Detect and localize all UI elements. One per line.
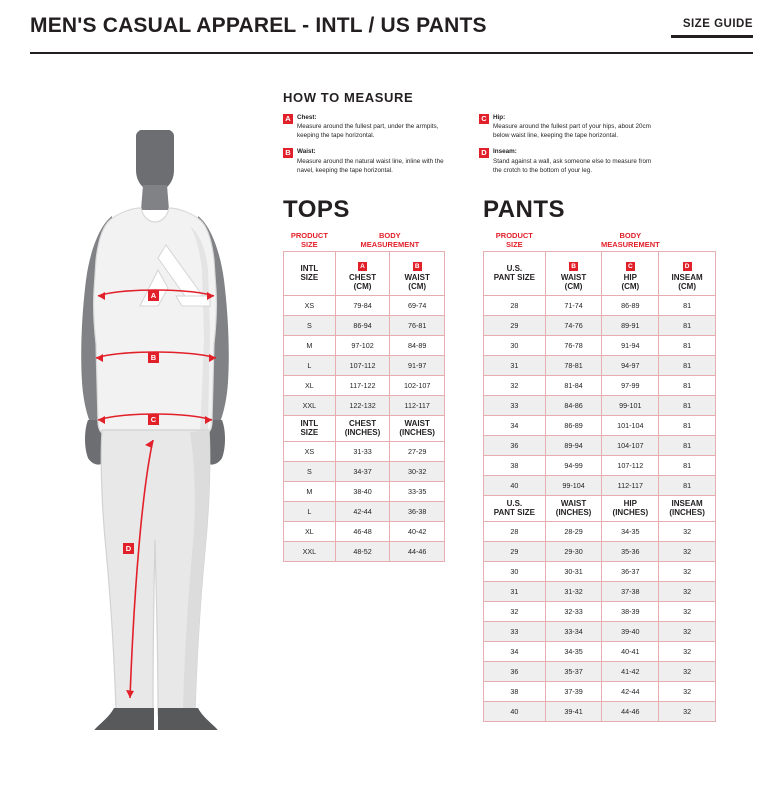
- tops-section: [283, 196, 445, 562]
- size-head-line2: PANT SIZE: [493, 508, 535, 518]
- cell-inseam: 81: [659, 455, 716, 475]
- table-row: [484, 601, 716, 621]
- product-size-line2: SIZE: [506, 239, 523, 249]
- measure-badge-a: A: [283, 114, 293, 124]
- cell-hip: 42-44: [602, 681, 659, 701]
- cell-waist: 71-74: [545, 295, 602, 315]
- column-badge-c: C: [626, 262, 635, 271]
- body-measurement-line2: MEASUREMENT: [360, 239, 420, 249]
- cell-size: S: [284, 461, 336, 481]
- table-row: [484, 315, 716, 335]
- cell-inseam: 81: [659, 395, 716, 415]
- column-unit: (CM): [621, 282, 640, 292]
- measure-term: Hip:: [493, 114, 506, 121]
- product-size-header: [484, 230, 546, 252]
- size-guide-label: SIZE GUIDE: [682, 18, 753, 30]
- column-badge-d: D: [683, 262, 692, 271]
- how-to-measure-item: [283, 147, 461, 174]
- cell-waist: 91-97: [390, 355, 445, 375]
- cell-waist: 94-99: [545, 455, 602, 475]
- figure-badge-b: B: [148, 352, 159, 363]
- table-row: [484, 701, 716, 721]
- cell-hip: 89-91: [602, 315, 659, 335]
- how-to-measure-section: [283, 90, 753, 182]
- tops-title: TOPS: [283, 196, 350, 223]
- cell-size: 32: [484, 601, 546, 621]
- column-label: HIP: [623, 499, 637, 509]
- body-measurement-header: [335, 230, 444, 252]
- table-row: [484, 435, 716, 455]
- table-row: [484, 561, 716, 581]
- cell-waist: 84-89: [390, 335, 445, 355]
- cell-size: XS: [284, 441, 336, 461]
- tops-cm-chest-head: [335, 252, 390, 295]
- cell-inseam: 81: [659, 475, 716, 495]
- cell-hip: 38-39: [602, 601, 659, 621]
- table-row: [484, 375, 716, 395]
- measure-term: Waist:: [297, 148, 316, 156]
- pants-cm-size-head: [484, 252, 546, 295]
- cell-inseam: 81: [659, 375, 716, 395]
- table-row: [284, 541, 445, 561]
- cell-chest: 79-84: [335, 295, 390, 315]
- cell-size: XL: [284, 375, 336, 395]
- column-label: WAIST: [560, 273, 587, 283]
- size-head-line2: PANT SIZE: [493, 273, 535, 283]
- cell-size: 33: [484, 621, 546, 641]
- cell-chest: 46-48: [335, 521, 390, 541]
- figure-badge-d: D: [123, 543, 134, 554]
- size-head-line2: SIZE: [300, 273, 319, 283]
- column-label: WAIST: [404, 273, 430, 283]
- body-measurement-line1: BODY: [379, 231, 401, 240]
- cell-inseam: 32: [659, 601, 716, 621]
- column-unit: (CM): [564, 282, 583, 292]
- cell-size: 30: [484, 561, 546, 581]
- cell-size: 38: [484, 455, 546, 475]
- cell-size: L: [284, 501, 336, 521]
- figure-badge-c: C: [148, 414, 159, 425]
- cell-waist: 86-89: [545, 415, 602, 435]
- measure-badge-d: D: [479, 148, 489, 158]
- column-badge-a: A: [358, 262, 367, 271]
- cell-waist: 102-107: [390, 375, 445, 395]
- figure-badge-a: A: [148, 290, 159, 301]
- pants-in-waist-head: [545, 495, 602, 521]
- table-row: [484, 661, 716, 681]
- cell-size: 31: [484, 355, 546, 375]
- column-label: WAIST: [404, 419, 430, 429]
- how-to-measure-title: HOW TO MEASURE: [283, 90, 414, 105]
- size-head-line1: INTL: [300, 418, 319, 428]
- tops-in-chest-head: [335, 415, 390, 441]
- measure-badge-c: C: [479, 114, 489, 124]
- cell-size: 34: [484, 641, 546, 661]
- cell-hip: 34-35: [602, 521, 659, 541]
- measure-desc: Measure around the fullest part of your hips, about 20cm below waist line, keeping the tape horizontal.: [493, 123, 651, 140]
- cell-hip: 41-42: [602, 661, 659, 681]
- model-figure-svg: [40, 130, 270, 730]
- table-row: [484, 641, 716, 661]
- column-label: CHEST: [348, 273, 377, 283]
- table-column-head-row: [284, 252, 445, 295]
- cell-waist: 89-94: [545, 435, 602, 455]
- column-unit: (INCHES): [399, 428, 435, 438]
- table-header-row: [284, 230, 445, 252]
- table-row: [284, 315, 445, 335]
- column-unit: (CM): [678, 282, 696, 292]
- cell-chest: 107-112: [335, 355, 390, 375]
- cell-waist: 81-84: [545, 375, 602, 395]
- table-row: [484, 475, 716, 495]
- cell-size: 29: [484, 541, 546, 561]
- cell-inseam: 32: [659, 581, 716, 601]
- cell-size: 30: [484, 335, 546, 355]
- how-to-measure-item: [479, 147, 657, 174]
- cell-chest: 86-94: [335, 315, 390, 335]
- size-head-line1: U.S.: [506, 263, 523, 273]
- measure-desc: Measure around the fullest part, under the armpits, keeping the tape horizontal.: [297, 123, 439, 140]
- cell-hip: 94-97: [602, 355, 659, 375]
- cell-size: 38: [484, 681, 546, 701]
- table-row: [484, 295, 716, 315]
- cell-waist: 39-41: [545, 701, 602, 721]
- cell-inseam: 32: [659, 561, 716, 581]
- cell-size: 36: [484, 435, 546, 455]
- measure-term: Inseam:: [493, 148, 517, 156]
- cell-size: M: [284, 481, 336, 501]
- cell-waist: 35-37: [545, 661, 602, 681]
- measure-badge-b: B: [283, 148, 293, 158]
- measure-text: [493, 113, 657, 140]
- pants-title: PANTS: [483, 196, 566, 223]
- cell-inseam: 32: [659, 621, 716, 641]
- cell-chest: 34-37: [335, 461, 390, 481]
- table-row: [284, 355, 445, 375]
- cell-waist: 36-38: [390, 501, 445, 521]
- cell-chest: 42-44: [335, 501, 390, 521]
- cell-size: M: [284, 335, 336, 355]
- header-divider: [30, 52, 753, 54]
- cell-size: 31: [484, 581, 546, 601]
- table-column-head-row: [284, 415, 445, 441]
- cell-hip: 40-41: [602, 641, 659, 661]
- pants-table: [483, 230, 716, 722]
- cell-size: 40: [484, 701, 546, 721]
- measure-text: [297, 147, 461, 174]
- table-row: [284, 335, 445, 355]
- cell-waist: 40-42: [390, 521, 445, 541]
- cell-waist: 112-117: [390, 395, 445, 415]
- measure-text: [493, 147, 657, 174]
- cell-chest: 122-132: [335, 395, 390, 415]
- size-head-line1: U.S.: [506, 498, 523, 508]
- measure-desc: Stand against a wall, ask someone else to measure from the crotch to the bottom of your leg.: [493, 157, 652, 174]
- cell-size: XXL: [284, 541, 336, 561]
- pants-in-hip-head: [602, 495, 659, 521]
- cell-size: 40: [484, 475, 546, 495]
- how-to-measure-item: [479, 113, 657, 140]
- model-illustration: [40, 130, 270, 730]
- measure-text: [297, 113, 461, 140]
- cell-waist: 37-39: [545, 681, 602, 701]
- cell-inseam: 81: [659, 315, 716, 335]
- cell-waist: 33-34: [545, 621, 602, 641]
- cell-hip: 99-101: [602, 395, 659, 415]
- cell-waist: 30-32: [390, 461, 445, 481]
- column-label: HIP: [623, 273, 637, 283]
- body-measurement-line1: BODY: [619, 231, 642, 240]
- body-measurement-header: [545, 230, 715, 252]
- body-measurement-line2: MEASUREMENT: [600, 239, 660, 249]
- cell-chest: 31-33: [335, 441, 390, 461]
- cell-waist: 78-81: [545, 355, 602, 375]
- column-badge-b: B: [569, 262, 578, 271]
- column-label: CHEST: [348, 419, 377, 429]
- cell-hip: 91-94: [602, 335, 659, 355]
- cell-inseam: 81: [659, 295, 716, 315]
- table-row: [284, 395, 445, 415]
- cell-waist: 44-46: [390, 541, 445, 561]
- table-row: [484, 541, 716, 561]
- cell-hip: 35-36: [602, 541, 659, 561]
- cell-waist: 29-30: [545, 541, 602, 561]
- pants-cm-waist-head: [545, 252, 602, 295]
- cell-inseam: 32: [659, 681, 716, 701]
- cell-size: 34: [484, 415, 546, 435]
- cell-waist: 32-33: [545, 601, 602, 621]
- tops-in-waist-head: [390, 415, 445, 441]
- size-head-line1: INTL: [300, 263, 319, 273]
- product-size-header: [284, 230, 336, 252]
- cell-inseam: 32: [659, 701, 716, 721]
- table-row: [484, 521, 716, 541]
- cell-hip: 101-104: [602, 415, 659, 435]
- cell-hip: 44-46: [602, 701, 659, 721]
- table-row: [284, 521, 445, 541]
- how-to-measure-item: [283, 113, 461, 140]
- tops-cm-size-head: [284, 252, 336, 295]
- cell-waist: 27-29: [390, 441, 445, 461]
- column-unit: (INCHES): [612, 508, 649, 518]
- column-unit: (CM): [353, 282, 372, 292]
- cell-waist: 74-76: [545, 315, 602, 335]
- table-row: [284, 481, 445, 501]
- cell-waist: 76-78: [545, 335, 602, 355]
- pants-cm-inseam-head: [659, 252, 716, 295]
- cell-inseam: 32: [659, 661, 716, 681]
- cell-hip: 86-89: [602, 295, 659, 315]
- cell-size: 29: [484, 315, 546, 335]
- cell-waist: 69-74: [390, 295, 445, 315]
- cell-hip: 39-40: [602, 621, 659, 641]
- column-label: INSEAM: [671, 499, 703, 509]
- pants-section: [483, 196, 716, 722]
- product-size-line1: PRODUCT: [290, 231, 328, 240]
- table-row: [284, 501, 445, 521]
- cell-hip: 97-99: [602, 375, 659, 395]
- cell-waist: 30-31: [545, 561, 602, 581]
- tops-cm-waist-head: [390, 252, 445, 295]
- table-row: [484, 621, 716, 641]
- cell-size: 28: [484, 521, 546, 541]
- measure-desc: Measure around the natural waist line, inline with the navel, keeping the tape horizontal.: [297, 157, 444, 174]
- cell-hip: 37-38: [602, 581, 659, 601]
- table-row: [484, 335, 716, 355]
- cell-hip: 107-112: [602, 455, 659, 475]
- table-row: [484, 415, 716, 435]
- size-head-line2: SIZE: [300, 428, 319, 438]
- cell-chest: 48-52: [335, 541, 390, 561]
- cell-size: 33: [484, 395, 546, 415]
- table-row: [284, 461, 445, 481]
- cell-inseam: 81: [659, 435, 716, 455]
- cell-waist: 33-35: [390, 481, 445, 501]
- measure-term: Chest:: [297, 114, 317, 121]
- column-unit: (INCHES): [555, 508, 592, 518]
- column-unit: (CM): [408, 282, 427, 292]
- cell-chest: 117-122: [335, 375, 390, 395]
- cell-waist: 28-29: [545, 521, 602, 541]
- table-row: [284, 295, 445, 315]
- table-row: [284, 375, 445, 395]
- size-guide-underline: [671, 35, 753, 38]
- cell-inseam: 32: [659, 521, 716, 541]
- table-row: [484, 581, 716, 601]
- column-label: INSEAM: [671, 273, 703, 283]
- cell-size: 32: [484, 375, 546, 395]
- cell-waist: 84-86: [545, 395, 602, 415]
- product-size-line2: SIZE: [301, 239, 318, 249]
- tops-table: [283, 230, 445, 562]
- cell-waist: 99-104: [545, 475, 602, 495]
- cell-chest: 97-102: [335, 335, 390, 355]
- cell-chest: 38-40: [335, 481, 390, 501]
- table-row: [484, 355, 716, 375]
- size-guide-mark: [671, 18, 753, 38]
- cell-waist: 34-35: [545, 641, 602, 661]
- product-size-line1: PRODUCT: [495, 231, 533, 240]
- cell-size: S: [284, 315, 336, 335]
- how-to-measure-column-left: [283, 113, 461, 182]
- table-header-row: [484, 230, 716, 252]
- table-row: [484, 395, 716, 415]
- cell-hip: 104-107: [602, 435, 659, 455]
- cell-inseam: 81: [659, 415, 716, 435]
- cell-size: XS: [284, 295, 336, 315]
- cell-size: 28: [484, 295, 546, 315]
- pants-in-inseam-head: [659, 495, 716, 521]
- how-to-measure-column-right: [479, 113, 657, 182]
- table-column-head-row: [484, 495, 716, 521]
- cell-inseam: 81: [659, 335, 716, 355]
- cell-size: L: [284, 355, 336, 375]
- table-row: [484, 455, 716, 475]
- column-badge-b: B: [413, 262, 422, 271]
- pants-cm-hip-head: [602, 252, 659, 295]
- cell-hip: 36-37: [602, 561, 659, 581]
- column-unit: (INCHES): [669, 508, 705, 518]
- cell-size: XXL: [284, 395, 336, 415]
- cell-waist: 76-81: [390, 315, 445, 335]
- cell-hip: 112-117: [602, 475, 659, 495]
- cell-waist: 31-32: [545, 581, 602, 601]
- table-row: [284, 441, 445, 461]
- tops-in-size-head: [284, 415, 336, 441]
- cell-inseam: 32: [659, 641, 716, 661]
- table-column-head-row: [484, 252, 716, 295]
- cell-size: 36: [484, 661, 546, 681]
- pants-in-size-head: [484, 495, 546, 521]
- cell-size: XL: [284, 521, 336, 541]
- page-title: MEN'S CASUAL APPAREL - INTL / US PANTS: [30, 14, 487, 37]
- table-row: [484, 681, 716, 701]
- cell-inseam: 32: [659, 541, 716, 561]
- column-label: WAIST: [560, 499, 587, 509]
- cell-inseam: 81: [659, 355, 716, 375]
- column-unit: (INCHES): [344, 428, 381, 438]
